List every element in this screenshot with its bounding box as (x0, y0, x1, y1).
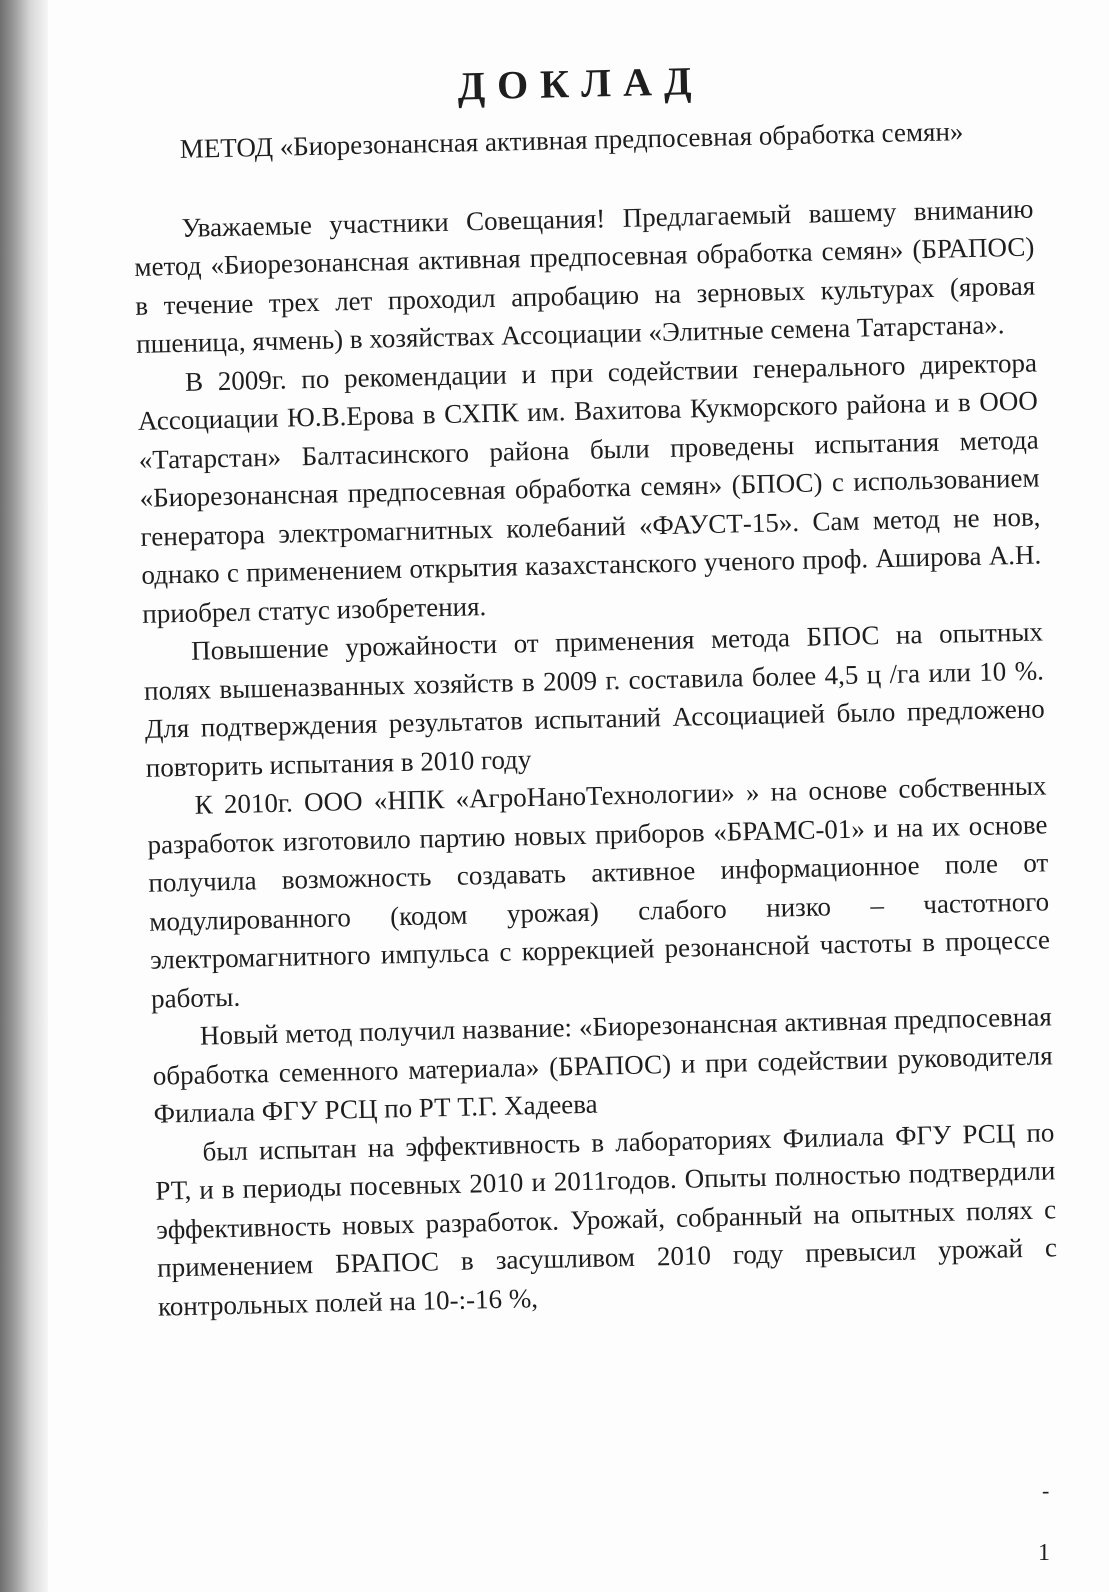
page-number: 1 (1038, 1540, 1050, 1566)
paragraph-new-method: Новый метод получил название: «Биорезонансная активная предпосевная обработка семенного материала» (БРАПОС) и при содействии руководителя Филиала ФГУ РСЦ по РТ Т.Г. Хадеева (152, 1001, 1053, 1129)
paragraph-yield-increase: Повышение урожайности от применения метода БПОС на опытных полях вышеназванных хозяйств в 2009 г. составила более 4,5 ц /га или 10 %. Для подтверждения результатов испытаний Ассоциацией было предложено повторить испытания в 2010 году (143, 616, 1046, 783)
document-page (48, 0, 1109, 1592)
scan-binding-shadow (0, 0, 48, 1592)
corner-mark: - (1042, 1478, 1050, 1503)
paragraph-2010-devices: К 2010г. ООО «НПК «АгроНаноТехнологии» » на основе собственных разработок изготовило партию новых приборов «БРАМС-01» и на их основе получила возможность создавать активное информационное поле от модулированного (кодом урожая) слабого низко – частотного электромагнитного импульса с коррекцией резонансной частоты в процессе работы. (147, 770, 1051, 1014)
paragraph-2009-tests: В 2009г. по рекомендации и при содействии генерального директора Ассоциации Ю.В.Ерова в СХПК им. Вахитова Кукморского района и в ООО «Татарстан» Балтасинского района были проведены испытания метода «Биорезонансная предпосевная обработка семян» (БПОС) с использованием генератора электромагнитных колебаний «ФАУСТ-15». Сам метод не нов, однако с применением открытия казахстанского ученого проф. Аширова А.Н. приобрел статус изобретения. (137, 347, 1042, 629)
document-body (130, 50, 1058, 1326)
paragraph-lab-trials: был испытан на эффективность в лабораториях Филиала ФГУ РСЦ по РТ, и в периоды посевных 2010 и 2011годов. Опыты полностью подтвердили эффективность новых разработок. Урожай, собранный на опытных полях с применением БРАПОС в засушливом 2010 году превысил урожай с контрольных полей на 10-:-16 %, (155, 1116, 1058, 1322)
paragraph-greeting: Уважаемые участники Совещания! Предлагаемый вашему вниманию метод «Биорезонансная активная предпосевная обработка семян» (БРАПОС) в течение трех лет проходил апробацию на зерновых культурах (яровая пшеница, ячмень) в хозяйствах Ассоциации «Элитные семена Татарстана». (134, 193, 1036, 359)
document-title: ДОКЛАД (457, 58, 704, 109)
method-heading: МЕТОД «Биорезонансная активная предпосевная обработка семян» (179, 116, 964, 164)
